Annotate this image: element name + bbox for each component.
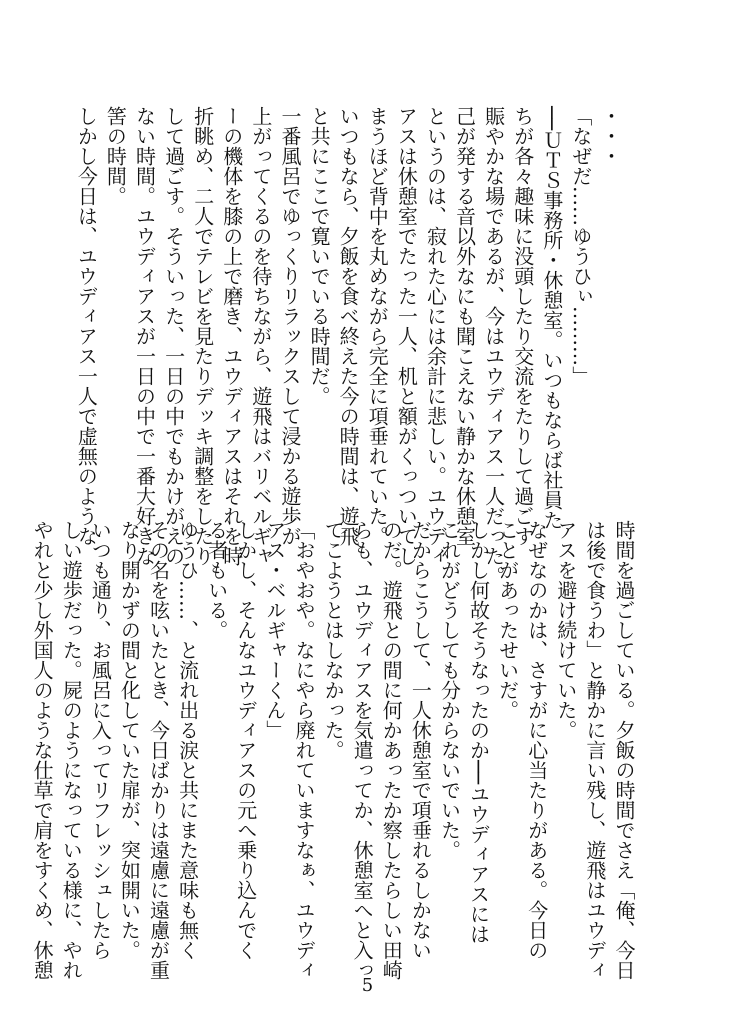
text-line: アスを避け続けていた。	[553, 520, 578, 740]
text-line: なり開かずの間と化していた扉が、突如開いた。	[117, 520, 142, 960]
text-line: 己が発する音以外なにも聞こえない静かな休憩室	[452, 106, 477, 546]
text-line: だからこうして、一人休憩室で項垂れるしかない	[408, 520, 433, 960]
text-line: 一番風呂でゆっくりリラックスして浸かる遊歩が	[277, 106, 302, 546]
text-line: しかし、そんなユウディアスの元へ乗り込んでく	[233, 520, 258, 960]
lower-text-block	[30, 520, 638, 980]
text-line: いつも通り、お風呂に入ってリフレッシュしたら	[88, 520, 113, 960]
text-line: らも、ユウディアスを気遣ってか、休憩室へと入っ	[350, 520, 375, 980]
text-line: ──ＵＴＳ事務所・休憩室。いつもならば社員た	[539, 106, 564, 531]
text-line: アス・ベルギャーくん」	[262, 520, 287, 740]
text-line: と共にここで寛いでいる時間だ。	[307, 106, 332, 406]
text-line: てこようとはしなかった。	[321, 520, 346, 760]
text-line: ・・・	[598, 106, 622, 166]
text-line: る者もいる。	[204, 520, 229, 640]
text-line: 上がってくるのを待ちながら、遊飛はバリベルギャ	[248, 106, 273, 566]
text-line: しかし何故そうなったのか──ユウディアスには	[466, 520, 491, 945]
text-line: その名を呟いたとき、今日ばかりは遠慮に遠慮が重	[146, 520, 171, 980]
text-line: なぜなのかは、さすがに心当たりがある。今日の	[524, 520, 549, 960]
text-line: アスは休憩室でたった一人、机と額がくっついてし	[394, 106, 419, 566]
text-line: ちが各々趣味に没頭したり交流をたりして過ごす	[510, 106, 535, 546]
text-line: 賑やかな場であるが、今はユウディアス一人だった。	[481, 106, 506, 586]
text-line: ゆうひ……、と流れ出る涙と共にまた意味も無く	[175, 520, 200, 960]
text-line: 「おやおや。なにやら廃れていますなぁ、ユウディ	[291, 520, 316, 980]
text-line: というのは、寂れた心には余計に悲しい。ユウディ	[423, 106, 448, 566]
text-line: まうほど背中を丸めながら完全に項垂れていた。	[365, 106, 390, 546]
text-line: いつもなら、夕飯を食べ終えた今の時間は、遊飛	[336, 106, 361, 546]
text-line: しかし今日は、ユウディアス一人で虚無のような	[74, 106, 99, 546]
page-number: 5	[361, 975, 374, 996]
text-line: 筈の時間。	[103, 106, 128, 206]
text-line: しい遊歩だった。屍のようになっている様に、やれ	[59, 520, 84, 980]
text-line: ーの機体を膝の上で磨き、ユウディアスはそれを時	[219, 106, 244, 566]
text-line: して過ごす。そういった、一日の中でもかけがえの	[161, 106, 186, 566]
text-line: のだ。遊飛との間に何かあったか察したらしい田崎	[379, 520, 404, 980]
text-line: 「なぜだ……ゆうひぃ………」	[568, 106, 593, 386]
text-line: やれと少し外国人のような仕草で肩をすくめ、休憩	[30, 520, 55, 980]
text-line: これがどうしても分からないでいた。	[437, 520, 462, 860]
text-line: 折眺め、二人でテレビを見たりデッキ調整をしたり	[190, 106, 215, 566]
text-line: は後で食うわ」と静かに言い残し、遊飛はユウディ	[582, 520, 607, 980]
text-line: ことがあったせいだ。	[495, 520, 520, 720]
text-line: ない時間。ユウディアスが一日の中で一番大好きな	[132, 106, 157, 566]
text-line: 時間を過ごしている。夕飯の時間でさえ「俺、今日	[612, 520, 636, 980]
